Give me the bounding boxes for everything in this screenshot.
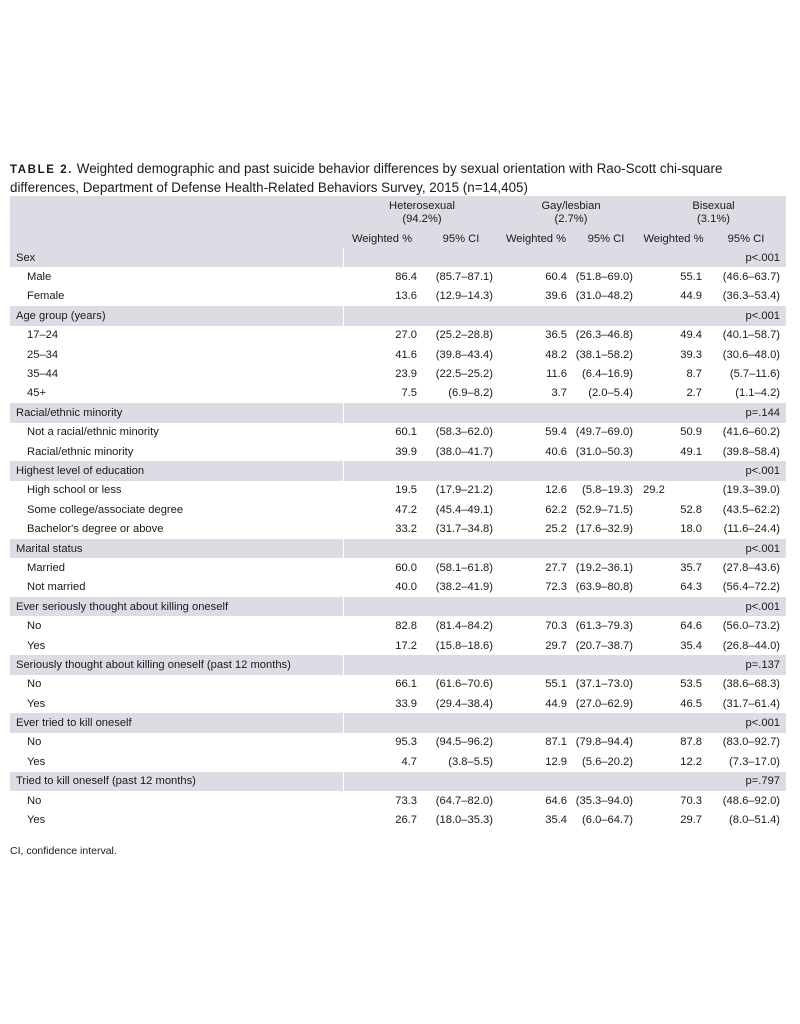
- ci-cell: (5.7–11.6): [729, 368, 781, 381]
- table-row: [10, 519, 786, 538]
- ci-cell: (6.9–8.2): [448, 387, 494, 400]
- table-row: [10, 267, 786, 286]
- group-name: Heterosexual: [389, 200, 455, 212]
- p-value: p=.144: [343, 403, 786, 422]
- weighted-pct-cell: 12.2: [680, 755, 703, 768]
- weighted-pct-cell: 50.9: [680, 426, 703, 439]
- ci-cell: (17.9–21.2): [435, 484, 494, 497]
- section-header-row: [10, 597, 786, 616]
- table-row: [10, 558, 786, 577]
- ci-cell: (18.0–35.3): [435, 814, 494, 827]
- ci-cell: (31.7–61.4): [722, 697, 781, 710]
- row-label: 25–34: [27, 348, 59, 361]
- weighted-pct-cell: 29.2: [643, 484, 665, 497]
- column-header: 95% CI: [421, 230, 501, 248]
- ci-cell: (38.1–58.2): [575, 348, 634, 361]
- section-title: Age group (years): [10, 306, 343, 325]
- weighted-pct-cell: 55.1: [680, 271, 703, 284]
- weighted-pct-cell: 62.2: [545, 503, 568, 516]
- weighted-pct-cell: 33.9: [395, 697, 417, 710]
- p-value: p<.001: [343, 248, 786, 267]
- table-row: [10, 578, 786, 597]
- ci-cell: (38.6–68.3): [722, 678, 781, 691]
- table-row: [10, 616, 786, 635]
- weighted-pct-cell: 3.7: [551, 387, 568, 400]
- ci-cell: (31.0–50.3): [575, 445, 634, 458]
- weighted-pct-cell: 26.7: [395, 814, 417, 827]
- group-pct: (2.7%): [554, 213, 588, 225]
- ci-cell: (12.9–14.3): [435, 290, 494, 303]
- ci-cell: (3.8–5.5): [448, 755, 494, 768]
- weighted-pct-cell: 44.9: [545, 697, 568, 710]
- section-title: Ever seriously thought about killing oneself: [10, 597, 343, 616]
- weighted-pct-cell: 33.2: [395, 523, 417, 536]
- ci-cell: (31.7–34.8): [435, 523, 494, 536]
- weighted-pct-cell: 39.9: [395, 445, 417, 458]
- section-title: Highest level of education: [10, 461, 343, 480]
- weighted-pct-cell: 25.2: [545, 523, 568, 536]
- weighted-pct-cell: 8.7: [686, 368, 703, 381]
- column-header: Weighted %: [641, 230, 706, 248]
- column-header: Weighted %: [343, 230, 421, 248]
- ci-cell: (38.2–41.9): [435, 581, 494, 594]
- p-value: p<.001: [343, 713, 786, 732]
- ci-cell: (7.3–17.0): [729, 755, 781, 768]
- weighted-pct-cell: 18.0: [680, 523, 703, 536]
- weighted-pct-cell: 23.9: [395, 368, 417, 381]
- ci-cell: (15.8–18.6): [435, 639, 494, 652]
- table-caption: [10, 160, 788, 196]
- weighted-pct-cell: 4.7: [401, 755, 417, 768]
- p-value: p<.001: [343, 539, 786, 558]
- weighted-pct-cell: 49.4: [680, 329, 703, 342]
- ci-cell: (36.3–53.4): [722, 290, 781, 303]
- table-row: [10, 345, 786, 364]
- weighted-pct-cell: 27.7: [545, 561, 568, 574]
- data-table: [10, 196, 786, 830]
- ci-cell: (29.4–38.4): [435, 697, 494, 710]
- weighted-pct-cell: 87.8: [680, 736, 703, 749]
- table-header: [10, 196, 786, 248]
- table-row: [10, 326, 786, 345]
- ci-cell: (27.8–43.6): [722, 561, 781, 574]
- ci-cell: (6.0–64.7): [582, 814, 634, 827]
- ci-cell: (27.0–62.9): [575, 697, 634, 710]
- p-value: p=.797: [343, 772, 786, 791]
- ci-cell: (8.0–51.4): [729, 814, 781, 827]
- row-label: No: [27, 620, 42, 633]
- weighted-pct-cell: 39.6: [545, 290, 568, 303]
- table-row: [10, 384, 786, 403]
- row-label: Not married: [27, 581, 86, 594]
- ci-cell: (51.8–69.0): [575, 271, 634, 284]
- header-blank: [10, 196, 343, 230]
- section-header-row: [10, 713, 786, 732]
- weighted-pct-cell: 41.6: [395, 348, 417, 361]
- ci-cell: (38.0–41.7): [435, 445, 494, 458]
- row-label: Male: [27, 271, 52, 284]
- ci-cell: (56.0–73.2): [722, 620, 781, 633]
- row-label: Yes: [27, 814, 46, 827]
- ci-cell: (17.6–32.9): [575, 523, 634, 536]
- column-header: 95% CI: [571, 230, 641, 248]
- section-title: Ever tried to kill oneself: [10, 713, 343, 732]
- table-row: [10, 364, 786, 383]
- group-pct: (94.2%): [402, 213, 442, 225]
- ci-cell: (61.6–70.6): [435, 678, 494, 691]
- table-label: TABLE 2.: [10, 164, 74, 176]
- ci-cell: (5.8–19.3): [582, 484, 634, 497]
- weighted-pct-cell: 64.3: [680, 581, 703, 594]
- ci-cell: (26.8–44.0): [722, 639, 781, 652]
- table-row: [10, 752, 786, 771]
- section-header-row: [10, 403, 786, 422]
- group-pct: (3.1%): [697, 213, 730, 225]
- group-header-row: [10, 196, 786, 230]
- section-header-row: [10, 306, 786, 325]
- p-value: p<.001: [343, 461, 786, 480]
- ci-cell: (25.2–28.8): [435, 329, 494, 342]
- weighted-pct-cell: 64.6: [545, 794, 568, 807]
- ci-cell: (58.3–62.0): [435, 426, 494, 439]
- section-title: Racial/ethnic minority: [10, 403, 343, 422]
- ci-cell: (58.1–61.8): [435, 561, 494, 574]
- ci-cell: (39.8–43.4): [435, 348, 494, 361]
- section-header-row: [10, 655, 786, 674]
- section-header-row: [10, 772, 786, 791]
- ci-cell: (20.7–38.7): [575, 639, 634, 652]
- group-header: [501, 196, 641, 230]
- weighted-pct-cell: 48.2: [545, 348, 568, 361]
- group-name: Gay/lesbian: [541, 200, 601, 212]
- table-row: [10, 733, 786, 752]
- ci-cell: (41.6–60.2): [722, 426, 781, 439]
- ci-cell: (31.0–48.2): [575, 290, 634, 303]
- weighted-pct-cell: 72.3: [545, 581, 568, 594]
- ci-cell: (11.6–24.4): [723, 523, 781, 536]
- ci-cell: (43.5–62.2): [722, 503, 781, 516]
- ci-cell: (35.3–94.0): [575, 794, 634, 807]
- weighted-pct-cell: 29.7: [545, 639, 568, 652]
- weighted-pct-cell: 95.3: [395, 736, 417, 749]
- row-label: Married: [27, 561, 65, 574]
- row-label: Not a racial/ethnic minority: [27, 426, 159, 439]
- column-header: 95% CI: [706, 230, 786, 248]
- ci-cell: (19.2–36.1): [575, 561, 634, 574]
- table-row: [10, 694, 786, 713]
- section-header-row: [10, 248, 786, 267]
- weighted-pct-cell: 27.0: [395, 329, 417, 342]
- row-label: 35–44: [27, 368, 59, 381]
- row-label: Female: [27, 290, 65, 303]
- ci-cell: (37.1–73.0): [575, 678, 634, 691]
- ci-cell: (48.6–92.0): [722, 794, 781, 807]
- row-label: Yes: [27, 639, 46, 652]
- weighted-pct-cell: 73.3: [395, 794, 417, 807]
- table-row: [10, 442, 786, 461]
- row-label: Yes: [27, 755, 46, 768]
- ci-cell: (6.4–16.9): [582, 368, 634, 381]
- weighted-pct-cell: 47.2: [395, 503, 417, 516]
- ci-cell: (49.7–69.0): [575, 426, 634, 439]
- header-blank: [10, 230, 343, 248]
- ci-cell: (22.5–25.2): [435, 368, 494, 381]
- group-header: [343, 196, 501, 230]
- weighted-pct-cell: 7.5: [401, 387, 417, 400]
- row-label: Yes: [27, 697, 46, 710]
- weighted-pct-cell: 87.1: [545, 736, 568, 749]
- weighted-pct-cell: 53.5: [680, 678, 703, 691]
- row-label: Some college/associate degree: [27, 503, 184, 516]
- weighted-pct-cell: 12.6: [545, 484, 568, 497]
- row-label: Racial/ethnic minority: [27, 445, 134, 458]
- table-row: [10, 675, 786, 694]
- weighted-pct-cell: 44.9: [680, 290, 703, 303]
- group-header: [641, 196, 786, 230]
- weighted-pct-cell: 35.4: [545, 814, 568, 827]
- table-row: [10, 791, 786, 810]
- ci-cell: (64.7–82.0): [435, 794, 494, 807]
- section-title: Sex: [10, 248, 343, 267]
- weighted-pct-cell: 13.6: [395, 290, 417, 303]
- ci-cell: (46.6–63.7): [722, 271, 781, 284]
- ci-cell: (26.3–46.8): [575, 329, 634, 342]
- weighted-pct-cell: 55.1: [545, 678, 568, 691]
- ci-cell: (1.1–4.2): [735, 387, 781, 400]
- weighted-pct-cell: 60.1: [395, 426, 417, 439]
- row-label: Bachelor's degree or above: [27, 523, 164, 536]
- weighted-pct-cell: 35.7: [680, 561, 703, 574]
- table-row: [10, 423, 786, 442]
- row-label: High school or less: [27, 484, 122, 497]
- section-title: Marital status: [10, 539, 343, 558]
- table-row: [10, 481, 786, 500]
- row-label: No: [27, 736, 42, 749]
- ci-cell: (45.4–49.1): [435, 503, 494, 516]
- weighted-pct-cell: 70.3: [680, 794, 703, 807]
- ci-cell: (79.8–94.4): [575, 736, 634, 749]
- ci-cell: (61.3–79.3): [575, 620, 634, 633]
- weighted-pct-cell: 29.7: [680, 814, 703, 827]
- p-value: p=.137: [343, 655, 786, 674]
- group-name: Bisexual: [692, 200, 735, 212]
- row-label: 45+: [27, 387, 46, 400]
- weighted-pct-cell: 60.0: [395, 561, 417, 574]
- weighted-pct-cell: 70.3: [545, 620, 568, 633]
- weighted-pct-cell: 49.1: [680, 445, 703, 458]
- weighted-pct-cell: 60.4: [545, 271, 568, 284]
- table-title: Weighted demographic and past suicide behavior differences by sexual orientation with Rao-Scott chi-square differences, Department of Defense Health-Related Behaviors Survey, 2015 (n=14,405): [10, 161, 723, 195]
- row-label: 17–24: [27, 329, 59, 342]
- table-row: [10, 500, 786, 519]
- ci-cell: (56.4–72.2): [722, 581, 781, 594]
- p-value: p<.001: [343, 597, 786, 616]
- weighted-pct-cell: 59.4: [545, 426, 568, 439]
- ci-cell: (5.6–20.2): [582, 755, 634, 768]
- weighted-pct-cell: 35.4: [680, 639, 703, 652]
- weighted-pct-cell: 40.6: [545, 445, 568, 458]
- footnote: CI, confidence interval.: [10, 845, 117, 857]
- weighted-pct-cell: 36.5: [545, 329, 568, 342]
- ci-cell: (30.6–48.0): [722, 348, 781, 361]
- weighted-pct-cell: 40.0: [395, 581, 417, 594]
- weighted-pct-cell: 12.9: [545, 755, 568, 768]
- ci-cell: (63.9–80.8): [575, 581, 634, 594]
- weighted-pct-cell: 86.4: [395, 271, 417, 284]
- weighted-pct-cell: 11.6: [546, 368, 568, 381]
- section-header-row: [10, 539, 786, 558]
- weighted-pct-cell: 64.6: [680, 620, 703, 633]
- weighted-pct-cell: 66.1: [395, 678, 417, 691]
- ci-cell: (52.9–71.5): [575, 503, 634, 516]
- ci-cell: (94.5–96.2): [435, 736, 494, 749]
- section-title: Seriously thought about killing oneself (past 12 months): [10, 655, 343, 674]
- table-row: [10, 810, 786, 829]
- weighted-pct-cell: 19.5: [395, 484, 417, 497]
- ci-cell: (85.7–87.1): [435, 271, 494, 284]
- section-title: Tried to kill oneself (past 12 months): [10, 772, 343, 791]
- row-label: No: [27, 794, 42, 807]
- weighted-pct-cell: 52.8: [680, 503, 703, 516]
- ci-cell: (40.1–58.7): [722, 329, 781, 342]
- table-row: [10, 287, 786, 306]
- sub-header-row: [10, 230, 786, 248]
- weighted-pct-cell: 82.8: [395, 620, 417, 633]
- weighted-pct-cell: 17.2: [395, 639, 417, 652]
- weighted-pct-cell: 39.3: [680, 348, 703, 361]
- ci-cell: (2.0–5.4): [588, 387, 634, 400]
- ci-cell: (19.3–39.0): [722, 484, 781, 497]
- weighted-pct-cell: 46.5: [680, 697, 703, 710]
- section-header-row: [10, 461, 786, 480]
- p-value: p<.001: [343, 306, 786, 325]
- weighted-pct-cell: 2.7: [686, 387, 703, 400]
- table-body: [10, 248, 786, 830]
- ci-cell: (39.8–58.4): [722, 445, 781, 458]
- column-header: Weighted %: [501, 230, 571, 248]
- ci-cell: (83.0–92.7): [722, 736, 781, 749]
- row-label: No: [27, 678, 42, 691]
- ci-cell: (81.4–84.2): [435, 620, 494, 633]
- table-row: [10, 636, 786, 655]
